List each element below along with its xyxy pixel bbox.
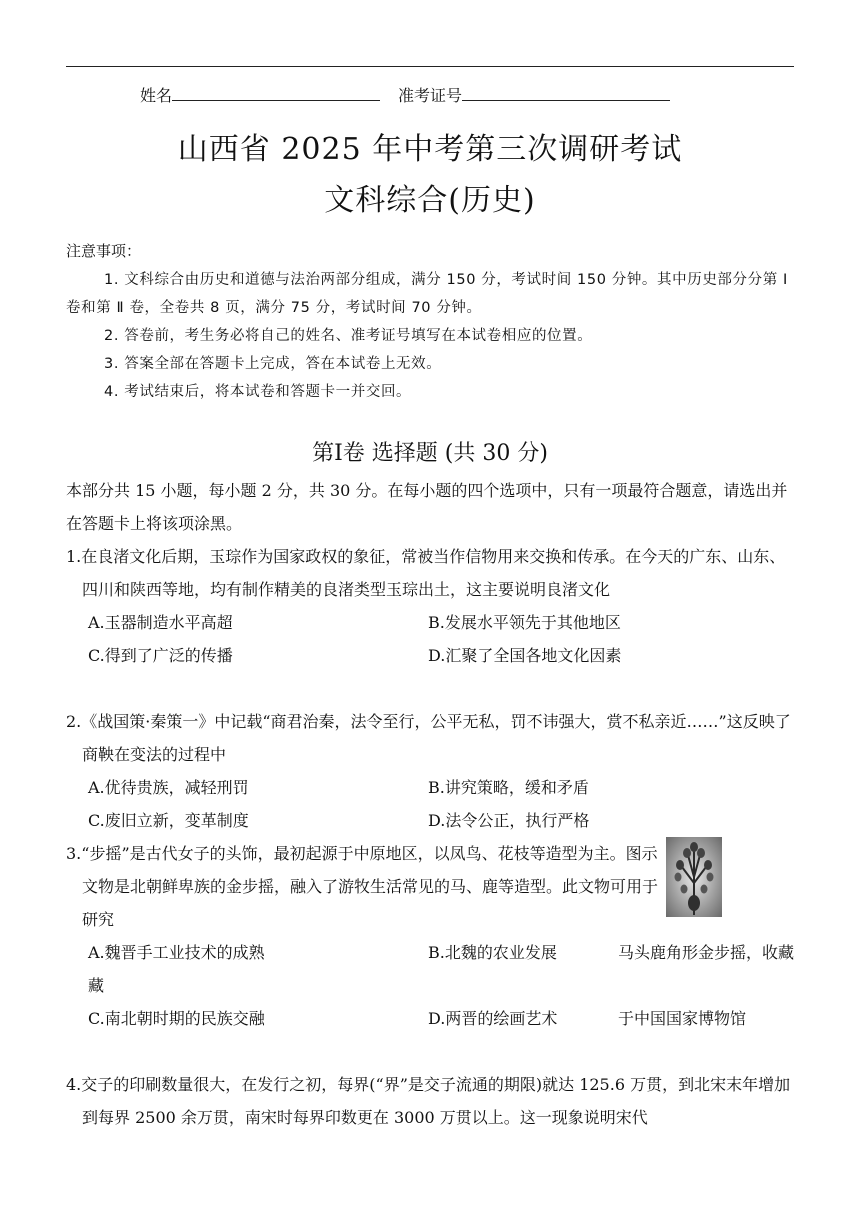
question-stem: 4.交子的印刷数量很大，在发行之初，每界(“界”是交子流通的期限)就达 125.6 万贯，到北宋末年增加到每界 2500 余万贯，南宋时每界印数更在 3000 万贯以上。这一现象说明宋代 bbox=[66, 1075, 791, 1127]
notice-item: 2. 答卷前，考生务必将自己的姓名、准考证号填写在本试卷相应的位置。 bbox=[104, 328, 593, 344]
exam-id-input-line[interactable] bbox=[462, 84, 670, 101]
question-2 bbox=[66, 705, 794, 837]
option-a: A.优待贵族，减轻刑罚 bbox=[88, 778, 249, 797]
option-a: A.玉器制造水平高超 bbox=[88, 613, 233, 632]
header-fields bbox=[140, 83, 670, 106]
name-field bbox=[140, 83, 398, 106]
question-stem: 1.在良渚文化后期，玉琮作为国家政权的象征，常被当作信物用来交换和传承。在今天的广东、山东、四川和陕西等地，均有制作精美的良渚类型玉琮出土，这主要说明良渚文化 bbox=[66, 547, 786, 599]
notice-item: 3. 答案全部在答题卡上完成，答在本试卷上无效。 bbox=[104, 356, 442, 372]
option-c: C.废旧立新，变革制度 bbox=[88, 811, 249, 830]
option-b: B.北魏的农业发展 bbox=[428, 943, 557, 962]
name-label: 姓名 bbox=[140, 86, 173, 105]
question-options bbox=[66, 1002, 794, 1035]
option-a: A.魏晋手工业技术的成熟 bbox=[88, 943, 265, 962]
exam-id-field bbox=[398, 83, 670, 106]
exam-subtitle: 文科综合(历史) bbox=[324, 183, 536, 218]
question-4 bbox=[66, 1068, 794, 1134]
question-3 bbox=[66, 837, 794, 1035]
section-intro: 本部分共 15 小题，每小题 2 分，共 30 分。在每小题的四个选项中，只有一项最符合题意，请选出并在答题卡上将该项涂黑。 bbox=[66, 481, 788, 533]
option-d: D.法令公正，执行严格 bbox=[428, 811, 590, 830]
question-options bbox=[66, 606, 794, 672]
artifact-caption-line2: 于中国国家博物馆 bbox=[618, 1009, 747, 1028]
question-1 bbox=[66, 540, 794, 672]
option-c: C.南北朝时期的民族交融 bbox=[88, 1009, 265, 1028]
notice-item: 1. 文科综合由历史和道德与法治两部分组成，满分 150 分，考试时间 150 分钟。其中历史部分分第 Ⅰ 卷和第 Ⅱ 卷，全卷共 8 页，满分 75 分，考试时间 70 分钟。 bbox=[66, 272, 788, 316]
notice-item: 4. 考试结束后，将本试卷和答题卡一并交回。 bbox=[104, 384, 412, 400]
exam-id-label: 准考证号 bbox=[398, 86, 463, 105]
question-options bbox=[66, 771, 794, 837]
notice-list bbox=[66, 266, 794, 406]
caption-wrap: 藏 bbox=[88, 976, 105, 995]
option-d: D.两晋的绘画艺术 bbox=[428, 1009, 558, 1028]
exam-title: 山西省 2025 年中考第三次调研考试 bbox=[177, 132, 683, 167]
notice-heading: 注意事项： bbox=[66, 242, 142, 260]
question-stem: 3.“步摇”是古代女子的头饰，最初起源于中原地区，以凤鸟、花枝等造型为主。图示文物是北朝鲜卑族的金步摇，融入了游牧生活常见的马、鹿等造型。此文物可用于研究 bbox=[66, 844, 659, 929]
section-title: 第Ⅰ卷 选择题 (共 30 分) bbox=[312, 441, 548, 466]
top-rule bbox=[66, 66, 794, 67]
option-b: B.讲究策略，缓和矛盾 bbox=[428, 778, 589, 797]
question-options bbox=[66, 936, 794, 969]
question-stem: 2.《战国策·秦策一》中记载“商君治秦，法令至行，公平无私，罚不讳强大，赏不私亲近……”这反映了商鞅在变法的过程中 bbox=[66, 712, 791, 764]
option-d: D.汇聚了全国各地文化因素 bbox=[428, 646, 622, 665]
option-c: C.得到了广泛的传播 bbox=[88, 646, 233, 665]
name-input-line[interactable] bbox=[172, 84, 380, 101]
gold-buyao-artifact-image bbox=[666, 837, 722, 917]
artifact-caption-line1: 马头鹿角形金步摇，收藏 bbox=[618, 943, 795, 962]
option-b: B.发展水平领先于其他地区 bbox=[428, 613, 621, 632]
